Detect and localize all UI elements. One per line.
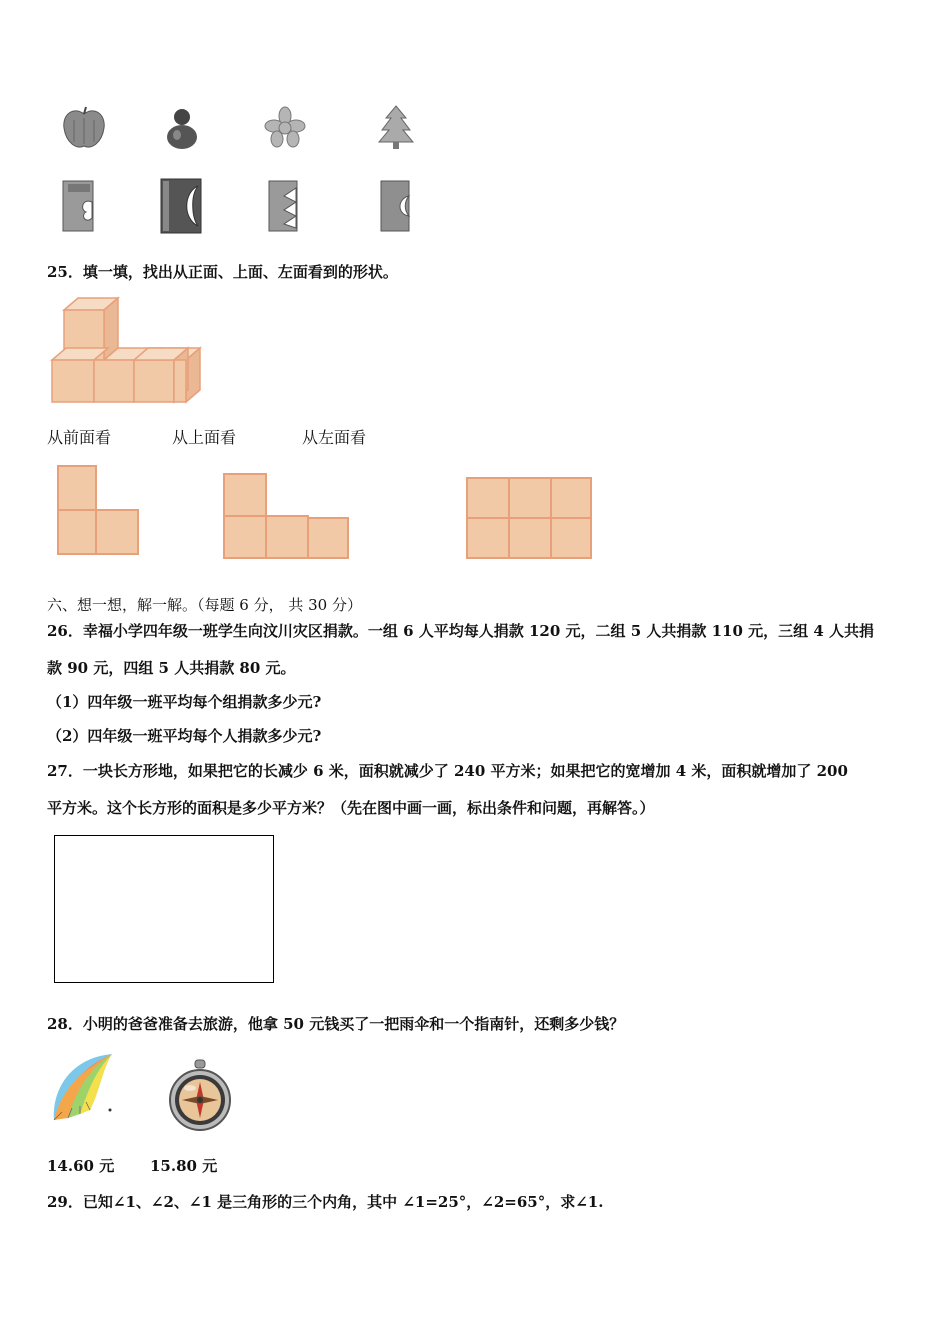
cube-stack-figure: [50, 296, 205, 408]
stamp-block-zigzag-icon: [268, 180, 302, 232]
front-view-figure: [56, 464, 142, 558]
gourd-shape-icon: [163, 105, 201, 151]
q26-sub2: （2）四年级一班平均每个人捐款多少元?: [47, 727, 322, 745]
q26-sub1: （1）四年级一班平均每个组捐款多少元?: [47, 693, 322, 711]
tree-shape-icon: [376, 104, 416, 150]
q25-text: 25．填一填，找出从正面、上面、左面看到的形状。: [47, 263, 398, 281]
stamp-block-flower-icon: [62, 180, 102, 232]
left-view-figure: [465, 476, 595, 560]
section6-title: 六、想一想，解一解。（每题 6 分， 共 30 分）: [47, 596, 362, 614]
view-label-front: 从前面看: [47, 428, 112, 447]
q26-line1: 26．幸福小学四年级一班学生向汶川灾区捐款。一组 6 人平均每人捐款 120 元，二组 5 人共捐款 110 元，三组 4 人共捐: [47, 622, 875, 640]
view-label-left: 从左面看: [302, 428, 367, 447]
q27-line2: 平方米。这个长方形的面积是多少平方米？（先在图中画一画，标出条件和问题，再解答。）: [47, 799, 655, 817]
rectangle-drawing-box[interactable]: [54, 835, 274, 983]
compass-price: 15.80 元: [150, 1157, 218, 1175]
view-label-top: 从上面看: [172, 428, 237, 447]
apple-shape-icon: [60, 106, 108, 150]
flower-shape-icon: [262, 106, 308, 148]
stamp-block-crescent-icon: [160, 178, 204, 234]
umbrella-price: 14.60 元: [47, 1157, 115, 1175]
stamp-block-moon-icon: [380, 180, 412, 232]
q27-line1: 27．一块长方形地，如果把它的长减少 6 米，面积就减少了 240 平方米；如果把它的宽增加 4 米，面积就增加了 200: [47, 762, 848, 780]
q29-text: 29．已知∠1、∠2、∠1 是三角形的三个内角，其中 ∠1=25°，∠2=65°，求∠1.: [47, 1193, 604, 1211]
umbrella-icon: [50, 1050, 118, 1126]
top-view-figure: [222, 472, 352, 560]
compass-icon: [168, 1060, 232, 1134]
q26-line2: 款 90 元，四组 5 人共捐款 80 元。: [47, 659, 296, 677]
q28-text: 28．小明的爸爸准备去旅游，他拿 50 元钱买了一把雨伞和一个指南针，还剩多少钱？: [47, 1015, 625, 1033]
